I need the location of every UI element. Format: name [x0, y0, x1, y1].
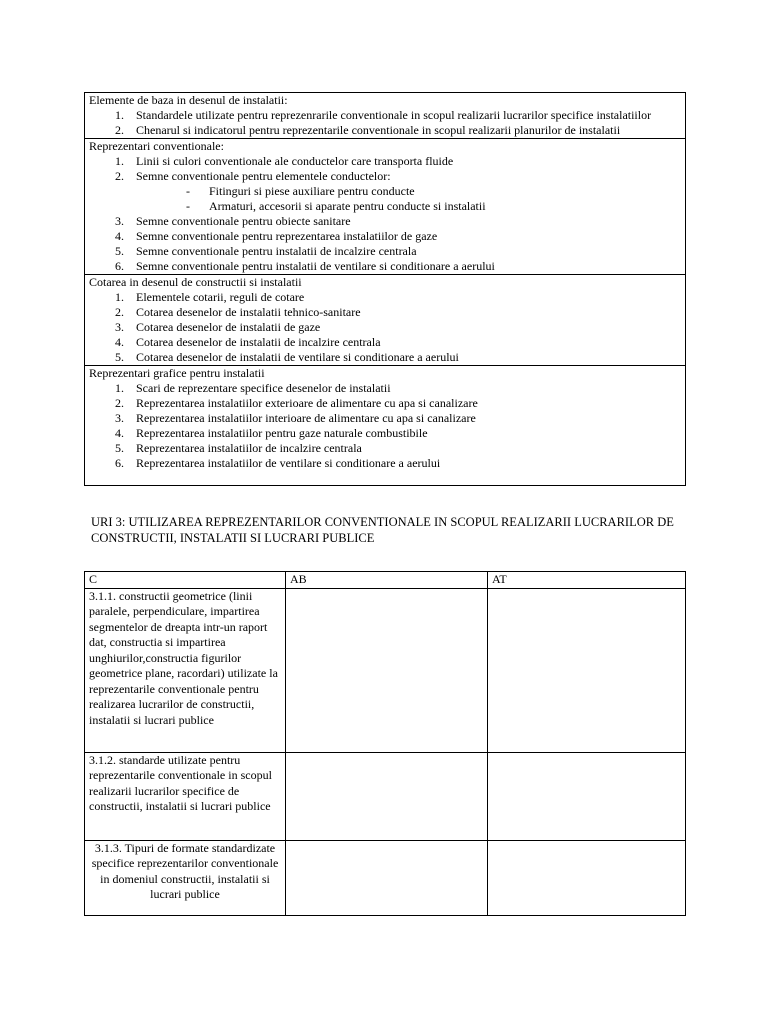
dash-item-text: Fitinguri si piese auxiliare pentru conducte: [209, 184, 415, 198]
table-row: [85, 752, 686, 840]
dash-marker: -: [186, 184, 190, 198]
section-cell: [85, 275, 686, 366]
list-item-text: Semne conventionale pentru instalatii de incalzire centrala: [136, 244, 417, 258]
list-item-text: Cotarea desenelor de instalatii de incalzire centrala: [136, 335, 381, 349]
section-cell: [85, 139, 686, 275]
list-number: 3.: [115, 214, 124, 228]
cell-at: [488, 840, 686, 915]
cell-at: [488, 752, 686, 840]
list-item: [89, 441, 685, 456]
list-item: [89, 290, 685, 305]
list-item: [89, 426, 685, 441]
section-title: Elemente de baza in desenul de instalatii:: [89, 93, 288, 107]
list-number: 2.: [115, 305, 124, 319]
list-item: [89, 108, 685, 123]
section-cell: [85, 93, 686, 139]
list-item-text: Linii si culori conventionale ale conductelor care transporta fluide: [136, 154, 454, 168]
list-number: 4.: [115, 426, 124, 440]
header-cell-at: AT: [488, 572, 686, 589]
list-number: 1.: [115, 290, 124, 304]
section-row: [85, 275, 686, 366]
numbered-list: [89, 381, 685, 471]
list-number: 2.: [115, 123, 124, 137]
list-item-text: Cotarea desenelor de instalatii de ventilare si conditionare a aerului: [136, 350, 459, 364]
cell-ab: [286, 752, 488, 840]
list-item-text: Chenarul si indicatorul pentru reprezentarile conventionale in scopul realizarii planurilor de instalatii: [136, 123, 621, 137]
list-item: [89, 350, 685, 365]
section-row: [85, 366, 686, 486]
list-item: [89, 154, 685, 169]
list-item-text: Elementele cotarii, reguli de cotare: [136, 290, 305, 304]
content-outline-table: [84, 92, 686, 486]
cell-c: 3.1.1. constructii geometrice (linii paralele, perpendiculare, impartirea segmentelor de dreapta intr-un raport dat, constructia si impartirea unghiurilor,constructia figurilor geometrice plane, racordari) utilizate la reprezentarile conventionale pentru realizarea lucrarilor de constructii, instalatii si lucrari publice: [85, 588, 286, 752]
list-item: [89, 456, 685, 471]
list-item-text: Cotarea desenelor de instalatii tehnico-sanitare: [136, 305, 361, 319]
header-cell-c: C: [85, 572, 286, 589]
cell-ab: [286, 588, 488, 752]
list-number: 3.: [115, 320, 124, 334]
list-item: [89, 244, 685, 259]
section-heading: URI 3: UTILIZAREA REPREZENTARILOR CONVENTIONALE IN SCOPUL REALIZARII LUCRARILOR DE CONSTRUCTII, INSTALATII SI LUCRARI PUBLICE: [91, 515, 674, 545]
dash-marker: -: [186, 199, 190, 213]
list-item-text: Standardele utilizate pentru reprezenrarile conventionale in scopul realizarii lucrarilor specifice instalatiilor: [136, 108, 652, 122]
list-number: 1.: [115, 108, 124, 122]
cell-c: 3.1.3. Tipuri de formate standardizate specifice reprezentarilor conventionale in domeniul constructii, instalatii si lucrari publice: [85, 840, 286, 915]
dash-item: [136, 184, 685, 199]
list-item: [89, 169, 685, 214]
competency-table: [84, 571, 686, 916]
list-item: [89, 381, 685, 396]
list-item-text: Scari de reprezentare specifice desenelor de instalatii: [136, 381, 391, 395]
section-row: [85, 139, 686, 275]
list-number: 3.: [115, 411, 124, 425]
numbered-list: [89, 108, 685, 138]
dash-item: [136, 199, 685, 214]
table-header-row: [85, 572, 686, 589]
list-item: [89, 305, 685, 320]
table-row: [85, 588, 686, 752]
dash-list: [136, 184, 685, 214]
list-number: 2.: [115, 169, 124, 183]
list-item: [89, 229, 685, 244]
header-cell-ab: AB: [286, 572, 488, 589]
list-number: 4.: [115, 229, 124, 243]
list-item: [89, 320, 685, 335]
list-number: 1.: [115, 154, 124, 168]
list-item-text: Reprezentarea instalatiilor pentru gaze naturale combustibile: [136, 426, 428, 440]
list-item-text: Semne conventionale pentru instalatii de ventilare si conditionare a aerului: [136, 259, 495, 273]
list-number: 6.: [115, 456, 124, 470]
list-item-text: Cotarea desenelor de instalatii de gaze: [136, 320, 321, 334]
table-row: [85, 840, 686, 915]
list-item-text: Reprezentarea instalatiilor interioare de alimentare cu apa si canalizare: [136, 411, 476, 425]
cell-c: 3.1.2. standarde utilizate pentru reprezentarile conventionale in scopul realizarii lucrarilor specifice de constructii, instalatii si lucrari publice: [85, 752, 286, 840]
list-item-text: Reprezentarea instalatiilor exterioare de alimentare cu apa si canalizare: [136, 396, 478, 410]
section-title: Reprezentari conventionale:: [89, 139, 224, 153]
list-item: [89, 123, 685, 138]
list-number: 4.: [115, 335, 124, 349]
section-title: Cotarea in desenul de constructii si instalatii: [89, 275, 302, 289]
dash-item-text: Armaturi, accesorii si aparate pentru conducte si instalatii: [209, 199, 486, 213]
list-number: 2.: [115, 396, 124, 410]
list-item-text: Semne conventionale pentru elementele conductelor:: [136, 169, 391, 183]
section-title: Reprezentari grafice pentru instalatii: [89, 366, 265, 380]
list-item-text: Reprezentarea instalatiilor de ventilare si conditionare a aerului: [136, 456, 441, 470]
list-number: 5.: [115, 244, 124, 258]
cell-spacer: [89, 471, 685, 485]
section-cell: [85, 366, 686, 486]
list-number: 5.: [115, 441, 124, 455]
list-number: 1.: [115, 381, 124, 395]
numbered-list: [89, 154, 685, 274]
list-item-text: Reprezentarea instalatiilor de incalzire centrala: [136, 441, 362, 455]
list-number: 5.: [115, 350, 124, 364]
list-item: [89, 396, 685, 411]
list-item-text: Semne conventionale pentru obiecte sanitare: [136, 214, 351, 228]
list-item: [89, 259, 685, 274]
list-number: 6.: [115, 259, 124, 273]
list-item: [89, 411, 685, 426]
list-item-text: Semne conventionale pentru reprezentarea instalatiilor de gaze: [136, 229, 438, 243]
section-row: [85, 93, 686, 139]
list-item: [89, 335, 685, 350]
numbered-list: [89, 290, 685, 365]
list-item: [89, 214, 685, 229]
cell-at: [488, 588, 686, 752]
cell-ab: [286, 840, 488, 915]
